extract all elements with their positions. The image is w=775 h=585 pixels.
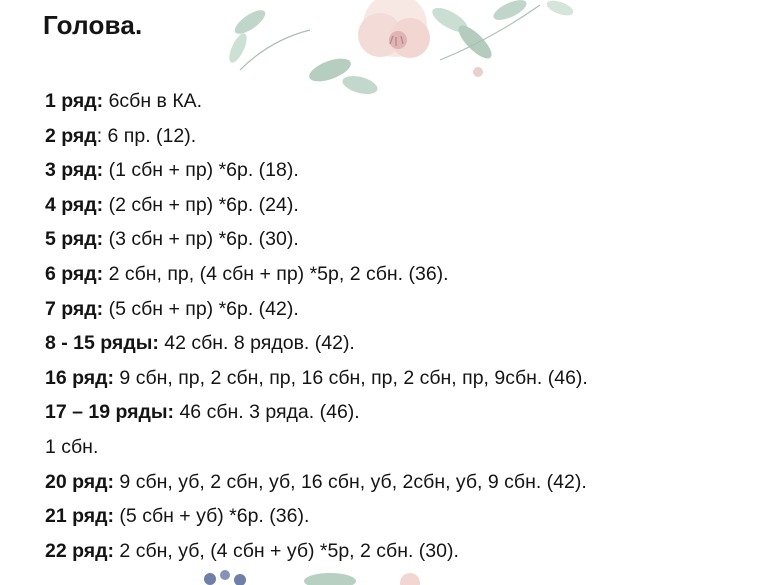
pattern-row: [45, 188, 588, 223]
section-title: Голова.: [43, 10, 143, 40]
row-instructions: 6сбн в КА.: [103, 90, 203, 112]
row-label: 2 ряд: [45, 124, 97, 147]
pattern-row: [45, 361, 588, 396]
pattern-row: [45, 534, 588, 569]
row-instructions: (2 сбн + пр) *6р. (24).: [103, 193, 299, 216]
berry-shape: [220, 570, 230, 580]
twig-shape: [240, 30, 310, 70]
row-instructions: (1 сбн + пр) *6р. (18).: [103, 159, 299, 182]
flower-petal: [390, 18, 430, 58]
leaf-shape: [306, 54, 354, 86]
row-instructions: : 6 пр. (12).: [96, 124, 197, 147]
row-label: 16 ряд:: [45, 366, 115, 389]
row-instructions: 9 сбн, пр, 2 сбн, пр, 16 сбн, пр, 2 сбн, пр, 9сбн. (46).: [114, 366, 588, 389]
row-label: 8 - 15 ряды:: [45, 332, 159, 355]
pattern-row: [45, 222, 588, 257]
pattern-row: [45, 257, 588, 292]
pattern-row: [45, 326, 588, 361]
row-label: 21 ряд:: [45, 505, 115, 528]
berry-shape: [234, 574, 246, 585]
row-instructions: (5 сбн + пр) *6р. (42).: [103, 297, 299, 320]
row-label: 22 ряд:: [45, 539, 115, 562]
stamen-shape: [390, 36, 403, 46]
row-label: 3 ряд:: [45, 159, 104, 182]
flower-petal: [358, 13, 402, 57]
pattern-row: [45, 119, 588, 154]
pattern-row: [45, 395, 588, 430]
pattern-row: [45, 153, 588, 188]
row-label: 6 ряд:: [45, 262, 104, 285]
row-label: 4 ряд:: [45, 193, 104, 216]
flower-center: [389, 31, 407, 49]
bud-shape: [473, 67, 483, 77]
row-label: 17 – 19 ряды:: [45, 401, 175, 424]
row-label: 5 ряд:: [45, 228, 104, 251]
row-instructions: 2 сбн, пр, (4 сбн + пр) *5р, 2 сбн. (36).: [103, 262, 449, 285]
pattern-rows-list: [45, 84, 588, 568]
leaf-shape: [545, 0, 575, 18]
leaf-shape: [491, 0, 530, 24]
pattern-row: [45, 430, 588, 465]
leaf-shape: [226, 31, 250, 65]
flower-petal: [363, 0, 427, 57]
row-label: 20 ряд:: [45, 470, 115, 493]
row-instructions: 1 сбн.: [45, 435, 99, 458]
pattern-row: [45, 292, 588, 327]
pattern-row: [45, 465, 588, 500]
row-label: 7 ряд:: [45, 297, 104, 320]
row-instructions: (3 сбн + пр) *6р. (30).: [103, 228, 299, 251]
pattern-row: [45, 499, 588, 534]
row-instructions: (5 сбн + уб) *6р. (36).: [114, 505, 310, 528]
twig-shape: [440, 5, 540, 60]
row-instructions: 9 сбн, уб, 2 сбн, уб, 16 сбн, уб, 2сбн, уб, 9 сбн. (42).: [114, 470, 587, 493]
row-instructions: 46 сбн. 3 ряда. (46).: [174, 401, 360, 424]
flower-petal: [400, 573, 420, 585]
leaf-shape: [454, 21, 496, 63]
pattern-row: [45, 84, 588, 119]
leaf-shape: [231, 6, 269, 38]
row-instructions: 42 сбн. 8 рядов. (42).: [158, 332, 355, 355]
leaf-shape: [304, 573, 356, 585]
row-label: 1 ряд:: [45, 90, 104, 112]
row-instructions: 2 сбн, уб, (4 сбн + уб) *5р, 2 сбн. (30).: [114, 539, 459, 562]
berry-shape: [204, 573, 216, 585]
leaf-shape: [429, 3, 472, 37]
